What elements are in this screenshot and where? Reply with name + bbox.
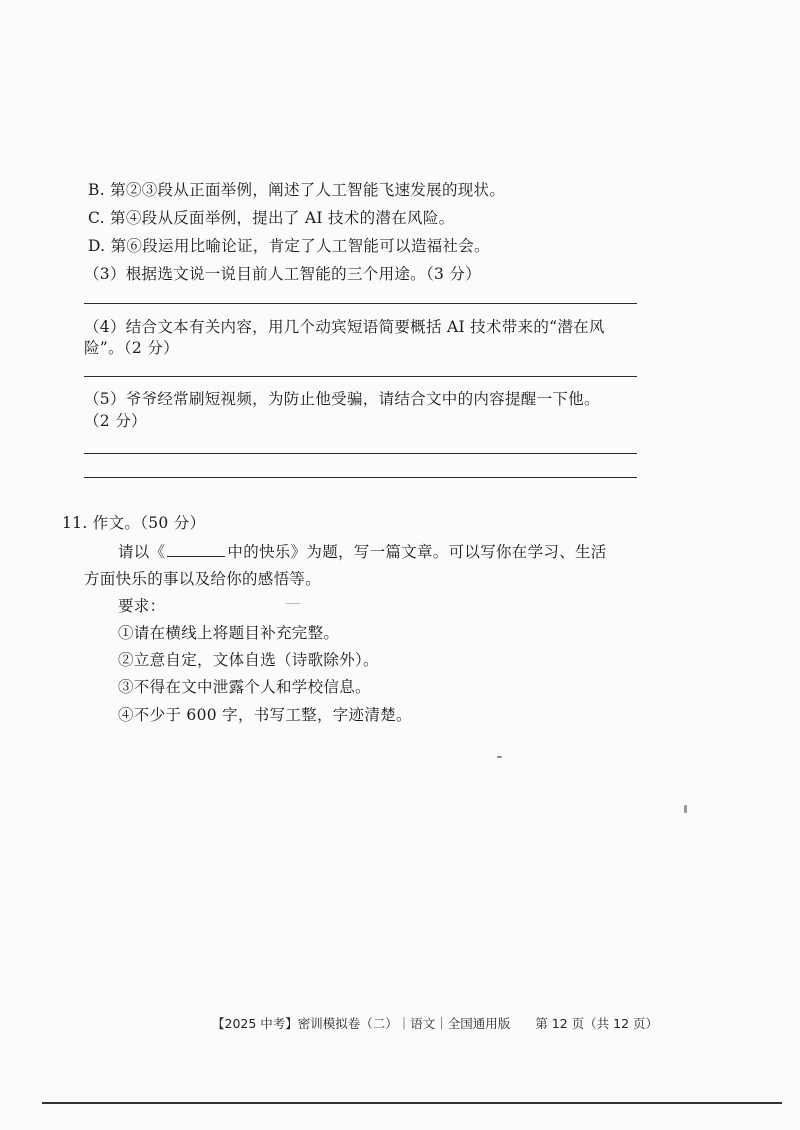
scan-speck	[286, 603, 300, 604]
essay-prompt-line1	[118, 540, 607, 562]
option-b: B. 第②③段从正面举例，阐述了人工智能飞速发展的现状。	[88, 181, 506, 199]
option-d: D. 第⑥段运用比喻论证，肯定了人工智能可以造福社会。	[88, 237, 490, 255]
answer-line-q5-1	[84, 453, 637, 454]
answer-line-q4	[84, 376, 637, 377]
scan-bottom-edge	[42, 1102, 782, 1104]
answer-line-q3	[84, 303, 637, 304]
option-c: C. 第④段从反面举例，提出了 AI 技术的潜在风险。	[88, 209, 455, 227]
essay-heading: 11. 作文。（50 分）	[62, 514, 206, 532]
requirement-item: ①请在横线上将题目补充完整。	[118, 624, 340, 642]
requirement-item: ③不得在文中泄露个人和学校信息。	[118, 678, 371, 696]
title-blank	[167, 542, 225, 557]
requirements-label: 要求：	[118, 597, 166, 615]
scan-speck	[497, 756, 502, 758]
question-5-line1: （5）爷爷经常刷短视频，为防止他受骗，请结合文中的内容提醒一下他。	[84, 390, 600, 408]
essay-prompt-start: 请以《	[118, 543, 166, 561]
question-5-line2: （2 分）	[84, 412, 147, 430]
requirement-item: ②立意自定，文体自选（诗歌除外）。	[118, 651, 379, 669]
page-footer: 【2025 中考】密训模拟卷（二）｜语文｜全国通用版 第 12 页（共 12 页）	[212, 1016, 658, 1031]
essay-prompt-end: 中的快乐》为题，写一篇文章。可以写你在学习、生活	[227, 543, 607, 561]
question-4-line1: （4）结合文本有关内容，用几个动宾短语简要概括 AI 技术带来的“潜在风	[84, 318, 605, 336]
scan-speck	[684, 805, 687, 813]
question-3: （3）根据选文说一说目前人工智能的三个用途。（3 分）	[84, 265, 482, 283]
answer-line-q5-2	[84, 477, 637, 478]
essay-prompt-line2: 方面快乐的事以及给你的感悟等。	[84, 570, 322, 588]
requirement-item: ④不少于 600 字，书写工整，字迹清楚。	[118, 706, 412, 724]
question-4-line2: 险”。（2 分）	[84, 339, 179, 357]
